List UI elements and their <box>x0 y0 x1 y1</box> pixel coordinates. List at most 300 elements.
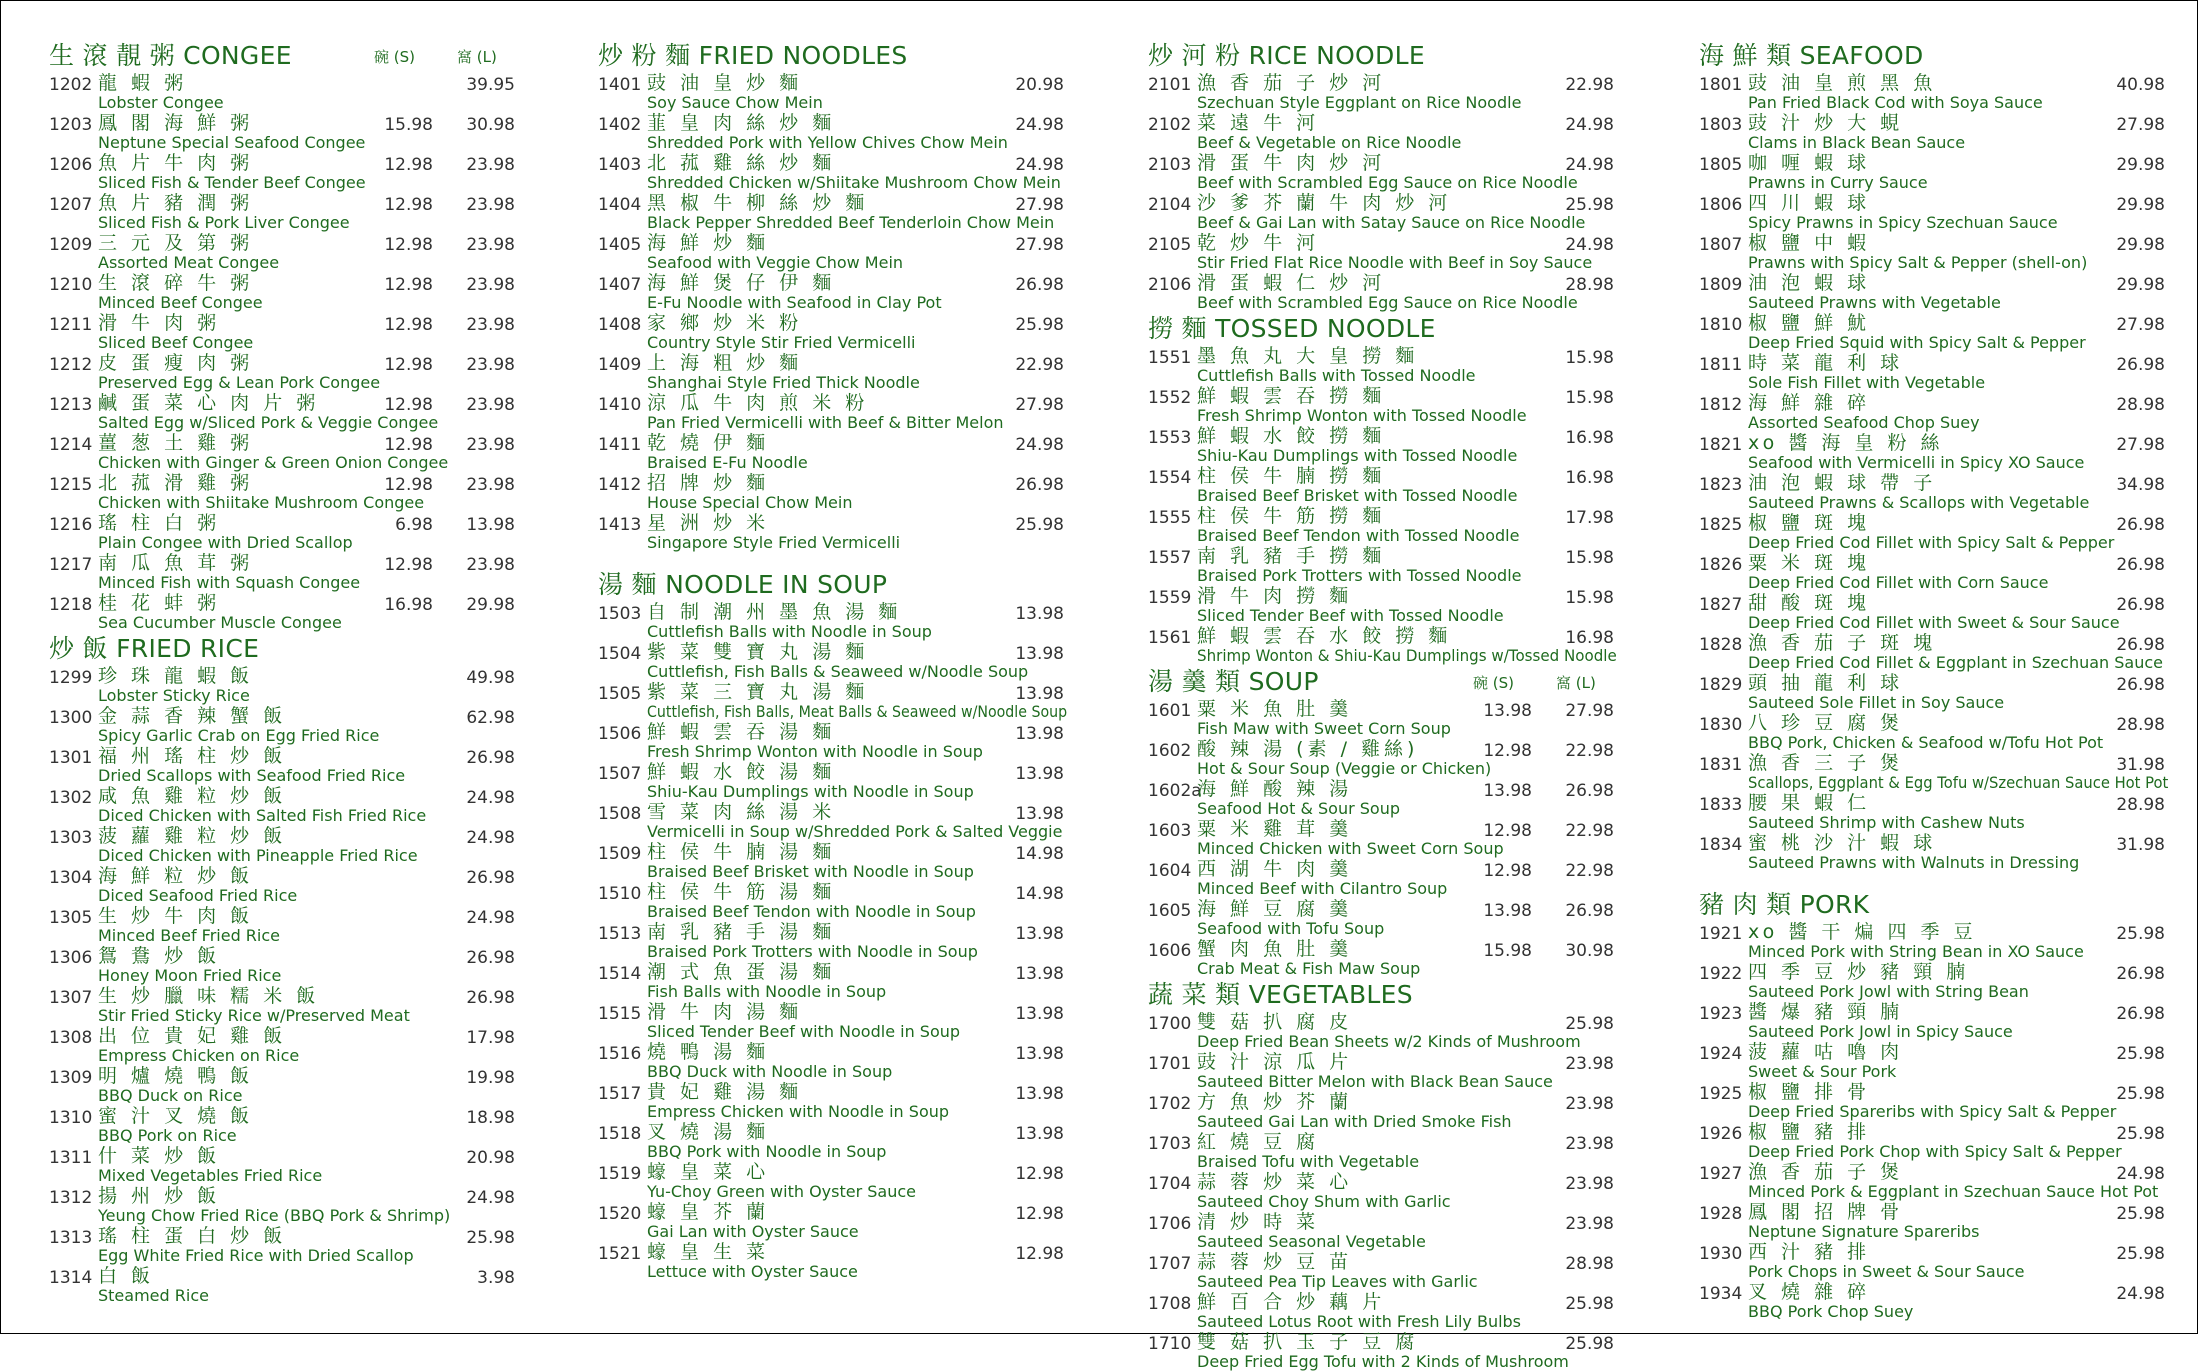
item-price-small: 12.98 <box>384 435 433 455</box>
item-code: 1403 <box>598 155 642 175</box>
item-price-small: 15.98 <box>1483 941 1532 961</box>
item-chinese-name: 生 炒 臘 味 糯 米 飯 <box>98 985 320 1007</box>
item-english-name: Sauteed Pea Tip Leaves with Garlic <box>1197 1272 1478 1291</box>
item-chinese-name: 菠 蘿 咕 嚕 肉 <box>1748 1041 1904 1063</box>
item-english-name: Fish Maw with Sweet Corn Soup <box>1197 719 1451 738</box>
item-code: 1310 <box>49 1108 93 1128</box>
item-code: 1401 <box>598 75 642 95</box>
section-title: 炒 飯 FRIED RICE <box>49 634 260 663</box>
item-price-large: 17.98 <box>466 1028 515 1048</box>
item-chinese-name: 招 牌 炒 麵 <box>647 472 770 494</box>
menu-item <box>1699 961 2169 1001</box>
item-english-name: Prawns with Spicy Salt & Pepper (shell-on) <box>1748 253 2088 272</box>
menu-item <box>598 841 1068 881</box>
menu-item <box>1148 858 1618 898</box>
item-chinese-name: 海 鮮 煲 仔 伊 麵 <box>647 272 836 294</box>
item-code: 1209 <box>49 235 93 255</box>
item-price-small: 13.98 <box>1483 781 1532 801</box>
size-large-label: 窩 (L) <box>1556 674 1596 692</box>
menu-item <box>598 112 1068 152</box>
item-price-small: 12.98 <box>384 555 433 575</box>
item-code: 2103 <box>1148 155 1192 175</box>
item-code: 2104 <box>1148 195 1192 215</box>
menu-item <box>1699 712 2169 752</box>
item-chinese-name: 滑 蛋 牛 肉 炒 河 <box>1197 152 1386 174</box>
item-price-large: 23.98 <box>466 155 515 175</box>
item-chinese-name: 蟹 肉 魚 肚 羹 <box>1197 938 1353 960</box>
item-price-large: 23.98 <box>1565 1134 1614 1154</box>
item-english-name: Diced Seafood Fried Rice <box>98 886 298 905</box>
item-code: 1218 <box>49 595 93 615</box>
item-english-name: Shanghai Style Fried Thick Noodle <box>647 373 920 392</box>
menu-item <box>1699 152 2169 192</box>
menu-item <box>598 272 1068 312</box>
item-code: 1830 <box>1699 715 1743 735</box>
section-title: 湯 麵 NOODLE IN SOUP <box>598 570 888 599</box>
item-code: 1926 <box>1699 1124 1743 1144</box>
item-chinese-name: 豉 油 皇 炒 麵 <box>647 72 803 94</box>
menu-item <box>1699 1241 2169 1281</box>
item-chinese-name: 薑 葱 土 雞 粥 <box>98 432 254 454</box>
item-english-name: Sauteed Seasonal Vegetable <box>1197 1232 1426 1251</box>
menu-item <box>598 961 1068 1001</box>
item-chinese-name: 星 洲 炒 米 <box>647 512 770 534</box>
item-code: 1507 <box>598 764 642 784</box>
item-english-name: Honey Moon Fried Rice <box>98 966 282 985</box>
item-code: 1407 <box>598 275 642 295</box>
item-price-large: 31.98 <box>2116 755 2165 775</box>
menu-item <box>49 352 519 392</box>
item-price-large: 28.98 <box>1565 1254 1614 1274</box>
item-price-large: 22.98 <box>1015 355 1064 375</box>
item-price-large: 26.98 <box>1015 475 1064 495</box>
item-chinese-name: 潮 式 魚 蛋 湯 麵 <box>647 961 836 983</box>
menu-item <box>49 665 519 705</box>
item-price-large: 22.98 <box>1565 741 1614 761</box>
item-code: 1559 <box>1148 588 1192 608</box>
item-price-large: 29.98 <box>466 595 515 615</box>
item-price-large: 23.98 <box>466 355 515 375</box>
item-english-name: Country Style Stir Fried Vermicelli <box>647 333 916 352</box>
menu-item <box>49 152 519 192</box>
item-code: 1301 <box>49 748 93 768</box>
item-english-name: Vermicelli in Soup w/Shredded Pork & Salted Veggie <box>647 822 1063 841</box>
item-price-large: 24.98 <box>2116 1284 2165 1304</box>
item-chinese-name: 蠔 皇 芥 蘭 <box>647 1201 770 1223</box>
menu-item <box>598 921 1068 961</box>
item-chinese-name: 蒜 蓉 炒 豆 苗 <box>1197 1251 1353 1273</box>
menu-item <box>1699 232 2169 272</box>
item-chinese-name: 鴛 鴦 炒 飯 <box>98 945 221 967</box>
item-chinese-name: 柱 侯 牛 腩 湯 麵 <box>647 841 836 863</box>
item-code: 1710 <box>1148 1334 1192 1354</box>
item-chinese-name: 四 川 蝦 球 <box>1748 192 1871 214</box>
item-price-large: 12.98 <box>1015 1204 1064 1224</box>
item-chinese-name: 紅 燒 豆 腐 <box>1197 1131 1320 1153</box>
item-code: 1701 <box>1148 1054 1192 1074</box>
item-price-large: 27.98 <box>1015 395 1064 415</box>
item-chinese-name: 海 鮮 豆 腐 羹 <box>1197 898 1353 920</box>
item-english-name: Sole Fish Fillet with Vegetable <box>1748 373 1986 392</box>
item-english-name: Pork Chops in Sweet & Sour Sauce <box>1748 1262 2025 1281</box>
item-english-name: Sauteed Shrimp with Cashew Nuts <box>1748 813 2025 832</box>
item-chinese-name: 蜜 汁 叉 燒 飯 <box>98 1105 254 1127</box>
item-code: 1300 <box>49 708 93 728</box>
section-header <box>1699 39 2169 72</box>
item-code: 1831 <box>1699 755 1743 775</box>
item-english-name: Fresh Shrimp Wonton with Noodle in Soup <box>647 742 983 761</box>
item-chinese-name: 蜜 桃 沙 汁 蝦 球 <box>1748 832 1937 854</box>
item-english-name: Chicken with Ginger & Green Onion Congee <box>98 453 449 472</box>
item-code: 1514 <box>598 964 642 984</box>
item-chinese-name: 甜 酸 斑 塊 <box>1748 592 1871 614</box>
item-english-name: Pan Fried Black Cod with Soya Sauce <box>1748 93 2043 112</box>
item-price-large: 26.98 <box>2116 635 2165 655</box>
menu-item <box>49 1225 519 1265</box>
item-price-small: 12.98 <box>1483 861 1532 881</box>
item-chinese-name: 粟 米 魚 肚 羹 <box>1197 698 1353 720</box>
item-code: 1510 <box>598 884 642 904</box>
item-chinese-name: 紫 菜 雙 寶 丸 湯 麵 <box>647 641 869 663</box>
item-code: 1825 <box>1699 515 1743 535</box>
item-chinese-name: 金 蒜 香 辣 蟹 飯 <box>98 705 287 727</box>
item-chinese-name: 柱 侯 牛 筋 撈 麵 <box>1197 505 1386 527</box>
item-chinese-name: 乾 炒 牛 河 <box>1197 232 1320 254</box>
item-code: 1708 <box>1148 1294 1192 1314</box>
menu-item <box>1699 192 2169 232</box>
menu-item <box>598 1121 1068 1161</box>
item-english-name: Deep Fried Spareribs with Spicy Salt & Pepper <box>1748 1102 2117 1121</box>
menu-item <box>1148 938 1618 978</box>
item-price-small: 15.98 <box>384 115 433 135</box>
item-english-name: Scallops, Eggplant & Egg Tofu w/Szechuan Sauce Hot Pot <box>1748 773 2169 792</box>
item-chinese-name: 叉 燒 湯 麵 <box>647 1121 770 1143</box>
item-english-name: Sauteed Sole Fillet in Soy Sauce <box>1748 693 2005 712</box>
item-english-name: Minced Chicken with Sweet Corn Soup <box>1197 839 1504 858</box>
item-english-name: Minced Pork & Eggplant in Szechuan Sauce Hot Pot <box>1748 1182 2159 1201</box>
menu-column-3 <box>1148 39 1618 1371</box>
item-english-name: Sliced Tender Beef with Tossed Noodle <box>1197 606 1504 625</box>
item-code: 1312 <box>49 1188 93 1208</box>
item-code: 1215 <box>49 475 93 495</box>
item-code: 1704 <box>1148 1174 1192 1194</box>
menu-item <box>1148 778 1618 818</box>
item-english-name: Deep Fried Cod Fillet & Eggplant in Szechuan Sauce <box>1748 653 2163 672</box>
menu-item <box>598 641 1068 681</box>
menu-item <box>1148 1331 1618 1371</box>
item-code: 1826 <box>1699 555 1743 575</box>
item-english-name: BBQ Pork, Chicken & Seafood w/Tofu Hot Pot <box>1748 733 2104 752</box>
item-code: 1519 <box>598 1164 642 1184</box>
menu-item <box>49 112 519 152</box>
item-price-large: 26.98 <box>1565 901 1614 921</box>
item-price-small: 12.98 <box>384 275 433 295</box>
item-english-name: Sliced Fish & Pork Liver Congee <box>98 213 350 232</box>
item-price-large: 25.98 <box>1565 195 1614 215</box>
item-price-large: 25.98 <box>466 1228 515 1248</box>
item-code: 1412 <box>598 475 642 495</box>
item-price-large: 15.98 <box>1565 348 1614 368</box>
item-price-large: 24.98 <box>1565 115 1614 135</box>
item-price-large: 3.98 <box>477 1268 515 1288</box>
item-price-large: 13.98 <box>1015 604 1064 624</box>
item-code: 1303 <box>49 828 93 848</box>
item-price-large: 27.98 <box>1565 701 1614 721</box>
item-english-name: Sauteed Pork Jowl in Spicy Sauce <box>1748 1022 2013 1041</box>
item-chinese-name: 滑 蛋 蝦 仁 炒 河 <box>1197 272 1386 294</box>
menu-item <box>1699 72 2169 112</box>
item-code: 1505 <box>598 684 642 704</box>
menu-item <box>1148 1051 1618 1091</box>
item-english-name: Sweet & Sour Pork <box>1748 1062 1897 1081</box>
item-chinese-name: 粟 米 雞 茸 羹 <box>1197 818 1353 840</box>
item-english-name: Deep Fried Squid with Spicy Salt & Pepper <box>1748 333 2086 352</box>
item-chinese-name: 燒 鴨 湯 麵 <box>647 1041 770 1063</box>
menu-column-4 <box>1699 39 2169 1321</box>
size-small-label: 碗 (S) <box>374 48 415 66</box>
item-chinese-name: 粟 米 斑 塊 <box>1748 552 1871 574</box>
item-english-name: Shrimp Wonton & Shiu-Kau Dumplings w/Tossed Noodle <box>1197 646 1617 665</box>
section-header <box>598 39 1068 72</box>
item-chinese-name: 什 菜 炒 飯 <box>98 1145 221 1167</box>
item-english-name: Neptune Signature Spareribs <box>1748 1222 1980 1241</box>
item-chinese-name: 椒 鹽 豬 排 <box>1748 1121 1871 1143</box>
item-price-large: 17.98 <box>1565 508 1614 528</box>
item-english-name: Deep Fried Bean Sheets w/2 Kinds of Mushroom <box>1197 1032 1581 1051</box>
menu-item <box>49 865 519 905</box>
item-chinese-name: 四 季 豆 炒 豬 頸 腩 <box>1748 961 1970 983</box>
item-english-name: Deep Fried Cod Fillet with Sweet & Sour Sauce <box>1748 613 2120 632</box>
item-english-name: Sliced Tender Beef with Noodle in Soup <box>647 1022 961 1041</box>
item-code: 1555 <box>1148 508 1192 528</box>
item-chinese-name: 珍 珠 龍 蝦 飯 <box>98 665 254 687</box>
item-chinese-name: 滑 牛 肉 粥 <box>98 312 221 334</box>
item-price-large: 25.98 <box>2116 1084 2165 1104</box>
menu-item <box>1148 818 1618 858</box>
menu-item <box>1148 345 1618 385</box>
item-code: 2106 <box>1148 275 1192 295</box>
item-price-small: 12.98 <box>384 155 433 175</box>
menu-item <box>49 1025 519 1065</box>
menu-item <box>1699 1201 2169 1241</box>
item-chinese-name: 南 乳 豬 手 湯 麵 <box>647 921 836 943</box>
item-price-large: 23.98 <box>466 315 515 335</box>
item-price-large: 13.98 <box>1015 1084 1064 1104</box>
menu-item <box>1699 552 2169 592</box>
item-chinese-name: 椒 鹽 排 骨 <box>1748 1081 1871 1103</box>
menu-item <box>49 432 519 472</box>
item-code: 1411 <box>598 435 642 455</box>
menu-item <box>598 601 1068 641</box>
menu-item <box>598 721 1068 761</box>
item-price-large: 24.98 <box>1015 115 1064 135</box>
menu-item <box>49 825 519 865</box>
item-code: 1206 <box>49 155 93 175</box>
menu-item <box>598 881 1068 921</box>
menu-item <box>598 1201 1068 1241</box>
item-english-name: Dried Scallops with Seafood Fried Rice <box>98 766 406 785</box>
menu-item <box>1148 585 1618 625</box>
item-price-large: 26.98 <box>1565 781 1614 801</box>
item-code: 1516 <box>598 1044 642 1064</box>
item-english-name: Preserved Egg & Lean Pork Congee <box>98 373 381 392</box>
item-code: 1557 <box>1148 548 1192 568</box>
item-code: 1811 <box>1699 355 1743 375</box>
item-code: 1506 <box>598 724 642 744</box>
menu-item <box>1699 752 2169 792</box>
item-english-name: Sauteed Lotus Root with Fresh Lily Bulbs <box>1197 1312 1522 1331</box>
item-english-name: Beef & Vegetable on Rice Noodle <box>1197 133 1462 152</box>
item-price-large: 13.98 <box>1015 764 1064 784</box>
item-code: 1934 <box>1699 1284 1743 1304</box>
menu-item <box>1699 1281 2169 1321</box>
menu-item <box>1699 112 2169 152</box>
item-english-name: Sauteed Prawns & Scallops with Vegetable <box>1748 493 2090 512</box>
menu-item <box>49 1065 519 1105</box>
item-price-large: 29.98 <box>2116 275 2165 295</box>
item-price-large: 24.98 <box>466 788 515 808</box>
item-chinese-name: 雙 菇 扒 玉 子 豆 腐 <box>1197 1331 1419 1353</box>
item-english-name: Gai Lan with Oyster Sauce <box>647 1222 859 1241</box>
item-english-name: Beef with Scrambled Egg Sauce on Rice Noodle <box>1197 173 1578 192</box>
item-price-large: 26.98 <box>466 748 515 768</box>
item-code: 1306 <box>49 948 93 968</box>
item-english-name: Lobster Congee <box>98 93 224 112</box>
item-chinese-name: 揚 州 炒 飯 <box>98 1185 221 1207</box>
item-chinese-name: 西 湖 牛 肉 羹 <box>1197 858 1353 880</box>
menu-item <box>49 1265 519 1305</box>
item-code: 1823 <box>1699 475 1743 495</box>
item-code: 1809 <box>1699 275 1743 295</box>
item-price-large: 25.98 <box>2116 1244 2165 1264</box>
section-header <box>598 568 1068 601</box>
item-price-large: 25.98 <box>1565 1334 1614 1354</box>
item-chinese-name: 叉 燒 雜 碎 <box>1748 1281 1871 1303</box>
item-english-name: Minced Beef Congee <box>98 293 263 312</box>
menu-item <box>598 1161 1068 1201</box>
item-price-small: 12.98 <box>384 235 433 255</box>
item-price-large: 24.98 <box>466 828 515 848</box>
item-code: 1605 <box>1148 901 1192 921</box>
menu-item <box>1148 1251 1618 1291</box>
item-price-large: 28.98 <box>1565 275 1614 295</box>
item-english-name: Clams in Black Bean Sauce <box>1748 133 1966 152</box>
item-chinese-name: 豉 汁 涼 瓜 片 <box>1197 1051 1353 1073</box>
item-chinese-name: 鮮 蝦 雲 吞 湯 麵 <box>647 721 836 743</box>
item-chinese-name: 菜 遠 牛 河 <box>1197 112 1320 134</box>
item-english-name: Black Pepper Shredded Beef Tenderloin Chow Mein <box>647 213 1055 232</box>
item-price-large: 26.98 <box>2116 595 2165 615</box>
item-english-name: Spicy Garlic Crab on Egg Fried Rice <box>98 726 380 745</box>
item-english-name: Braised Beef Brisket with Noodle in Soup <box>647 862 974 881</box>
item-code: 1207 <box>49 195 93 215</box>
item-price-large: 22.98 <box>1565 821 1614 841</box>
item-code: 1702 <box>1148 1094 1192 1114</box>
item-price-large: 20.98 <box>466 1148 515 1168</box>
item-english-name: Sauteed Bitter Melon with Black Bean Sauce <box>1197 1072 1553 1091</box>
item-price-large: 27.98 <box>2116 435 2165 455</box>
menu-item <box>1699 832 2169 872</box>
item-price-large: 28.98 <box>2116 795 2165 815</box>
item-code: 1309 <box>49 1068 93 1088</box>
item-code: 1602a <box>1148 781 1202 801</box>
item-price-large: 23.98 <box>1565 1174 1614 1194</box>
item-chinese-name: 咸 魚 雞 粒 炒 飯 <box>98 785 287 807</box>
menu-item <box>1148 192 1618 232</box>
item-price-large: 25.98 <box>1015 315 1064 335</box>
section-title: 蔬 菜 類 VEGETABLES <box>1148 980 1413 1009</box>
menu-item <box>1148 1131 1618 1171</box>
section-title: 海 鮮 類 SEAFOOD <box>1699 41 1924 70</box>
menu-item <box>598 152 1068 192</box>
item-chinese-name: 豉 汁 炒 大 蜆 <box>1748 112 1904 134</box>
item-code: 1508 <box>598 804 642 824</box>
menu-item <box>49 392 519 432</box>
section-header <box>1148 312 1618 345</box>
item-chinese-name: 三 元 及 第 粥 <box>98 232 254 254</box>
item-chinese-name: 海 鮮 雜 碎 <box>1748 392 1871 414</box>
item-price-large: 26.98 <box>2116 355 2165 375</box>
menu-item <box>1148 465 1618 505</box>
item-chinese-name: 鮮 蝦 雲 吞 水 餃 撈 麵 <box>1197 625 1452 647</box>
item-english-name: E-Fu Noodle with Seafood in Clay Pot <box>647 293 942 312</box>
item-english-name: Cuttlefish Balls with Noodle in Soup <box>647 622 932 641</box>
item-english-name: Seafood with Vermicelli in Spicy XO Sauce <box>1748 453 2085 472</box>
item-price-large: 28.98 <box>2116 715 2165 735</box>
menu-item <box>598 1081 1068 1121</box>
item-price-large: 27.98 <box>1015 195 1064 215</box>
item-price-large: 12.98 <box>1015 1164 1064 1184</box>
item-english-name: Empress Chicken on Rice <box>98 1046 300 1065</box>
item-chinese-name: 油 泡 蝦 球 帶 子 <box>1748 472 1937 494</box>
item-chinese-name: 雪 菜 肉 絲 湯 米 <box>647 801 836 823</box>
item-code: 1304 <box>49 868 93 888</box>
menu-item <box>1148 272 1618 312</box>
item-code: 1561 <box>1148 628 1192 648</box>
menu-item <box>49 592 519 632</box>
item-code: 1554 <box>1148 468 1192 488</box>
item-code: 1922 <box>1699 964 1743 984</box>
item-english-name: Lettuce with Oyster Sauce <box>647 1262 858 1281</box>
menu-item <box>49 985 519 1025</box>
item-code: 1923 <box>1699 1004 1743 1024</box>
item-price-large: 26.98 <box>2116 964 2165 984</box>
item-price-large: 23.98 <box>466 195 515 215</box>
item-english-name: Beef with Scrambled Egg Sauce on Rice Noodle <box>1197 293 1578 312</box>
item-chinese-name: 咖 喱 蝦 球 <box>1748 152 1871 174</box>
item-english-name: Braised Pork Trotters with Tossed Noodle <box>1197 566 1522 585</box>
item-chinese-name: 鮮 蝦 雲 吞 撈 麵 <box>1197 385 1386 407</box>
item-chinese-name: 菠 蘿 雞 粒 炒 飯 <box>98 825 287 847</box>
item-price-large: 23.98 <box>466 275 515 295</box>
item-code: 1827 <box>1699 595 1743 615</box>
item-chinese-name: 南 乳 豬 手 撈 麵 <box>1197 545 1386 567</box>
item-price-large: 14.98 <box>1015 884 1064 904</box>
item-code: 1521 <box>598 1244 642 1264</box>
item-code: 1834 <box>1699 835 1743 855</box>
item-code: 1216 <box>49 515 93 535</box>
menu-item <box>49 785 519 825</box>
item-price-large: 13.98 <box>1015 1004 1064 1024</box>
menu-item <box>598 432 1068 472</box>
item-chinese-name: 魚 片 豬 潤 粥 <box>98 192 254 214</box>
item-code: 1299 <box>49 668 93 688</box>
section-header <box>1148 39 1618 72</box>
item-chinese-name: 清 炒 時 菜 <box>1197 1211 1320 1233</box>
item-price-large: 39.95 <box>466 75 515 95</box>
menu-item <box>49 1105 519 1145</box>
menu-item <box>598 1241 1068 1281</box>
